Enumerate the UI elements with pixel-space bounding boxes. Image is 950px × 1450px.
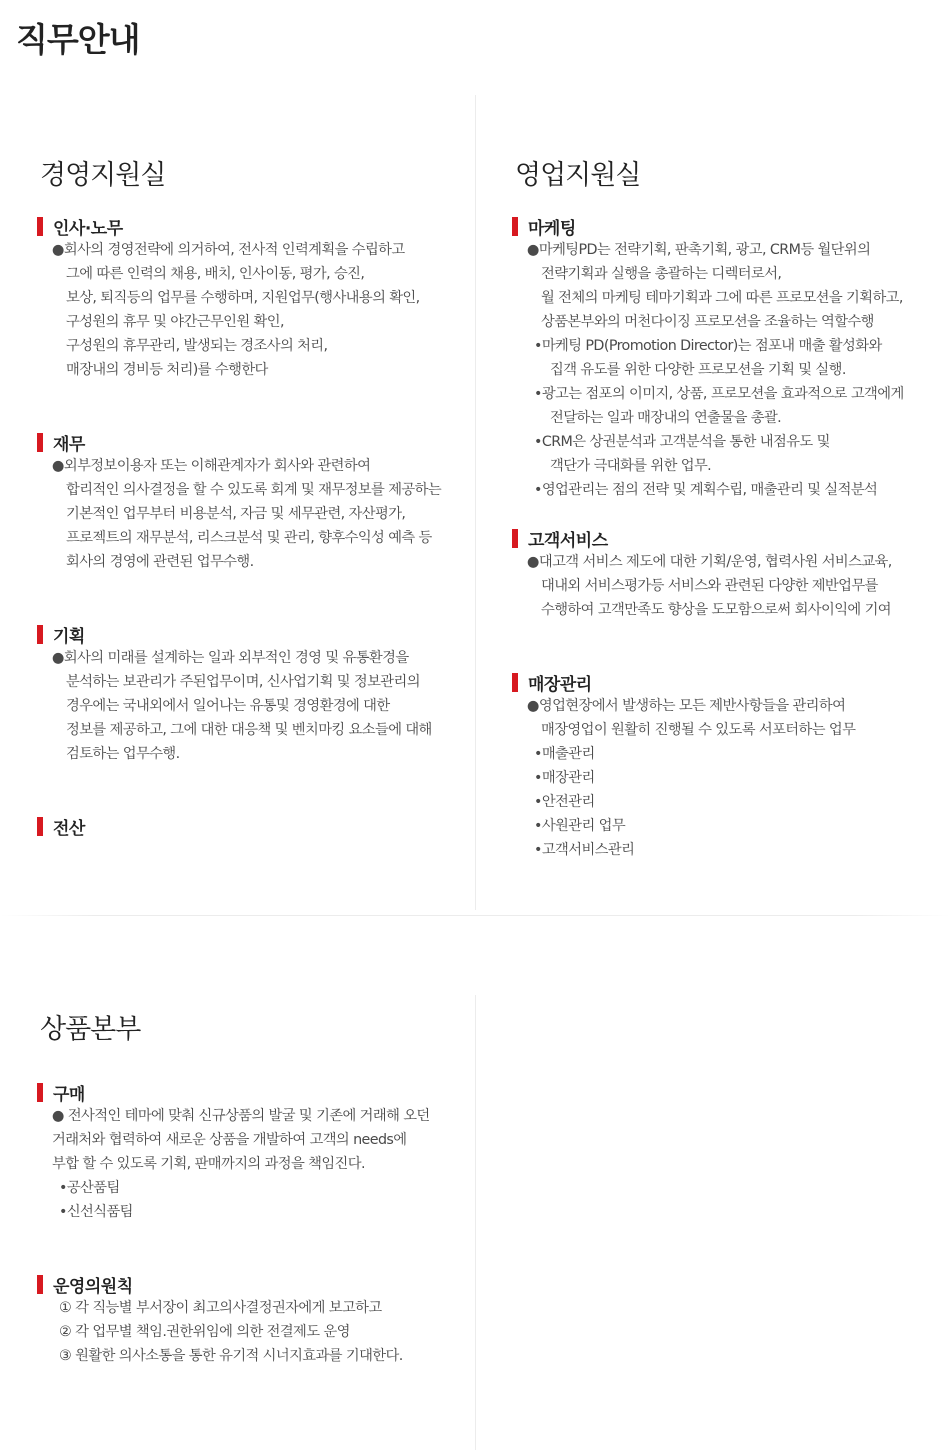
- numbered-line: ③ 원활한 의사소통을 통한 유기적 시너지효과를 기대한다.: [59, 1348, 403, 1364]
- text-line: 매장내의 경비등 처리)를 수행한다: [66, 362, 268, 378]
- section-purchasing: [37, 1080, 430, 1224]
- column-divider-bottom: [475, 995, 476, 1450]
- text-line: 객단가 극대화를 위한 업무.: [550, 458, 712, 474]
- dept-title: 경영지원실: [40, 160, 166, 191]
- section-lines: [512, 694, 855, 862]
- section-lines: [37, 1104, 430, 1224]
- row-divider: [0, 915, 950, 916]
- bullet-line: ● 전사적인 테마에 맞춰 신규상품의 발굴 및 기존에 거래해 오던: [52, 1108, 430, 1124]
- text-line: 분석하는 보관리가 주된업무이며, 신사업기획 및 정보관리의: [66, 674, 420, 690]
- text-line: 상품본부와의 머천다이징 프로모션을 조율하는 역할수행: [541, 314, 874, 330]
- section-marker: [512, 529, 518, 548]
- text-line: 수행하여 고객만족도 향상을 도모함으로써 회사이익에 기여: [541, 602, 891, 618]
- section-marker: [512, 673, 518, 692]
- section-title: 매장관리: [528, 674, 592, 695]
- section-marker: [37, 1083, 43, 1102]
- section-title: 고객서비스: [528, 530, 608, 551]
- page-title: 직무안내: [16, 20, 140, 59]
- dept-management: [37, 158, 442, 839]
- section-planning: [37, 622, 432, 766]
- section-lines: [512, 238, 904, 502]
- section-title: 전산: [53, 818, 85, 839]
- text-line: 구성원의 휴무관리, 발생되는 경조사의 처리,: [66, 338, 328, 354]
- column-divider-top: [475, 95, 476, 910]
- text-line: 거래처와 협력하여 새로운 상품을 개발하여 고객의 needs에: [52, 1132, 407, 1148]
- text-line: 프로젝트의 재무분석, 리스크분석 및 관리, 향후수익성 예측 등: [66, 530, 432, 546]
- text-line: 대내외 서비스평가등 서비스와 관련된 다양한 제반업무를: [541, 578, 878, 594]
- bullet-line: •신선식품팀: [59, 1204, 133, 1220]
- section-marker: [37, 217, 43, 236]
- bullet-line: ●회사의 미래를 설계하는 일과 외부적인 경영 및 유통환경을: [52, 650, 409, 666]
- text-line: 부합 할 수 있도록 기획, 판매까지의 과정을 책임진다.: [52, 1156, 365, 1172]
- section-lines: [512, 550, 892, 622]
- section-marketing: [512, 214, 904, 502]
- section-title: 기획: [53, 626, 85, 647]
- text-line: 집객 유도를 위한 다양한 프로모션을 기획 및 실행.: [550, 362, 846, 378]
- section-marker: [512, 217, 518, 236]
- section-title: 운영의원칙: [53, 1276, 133, 1297]
- text-line: 기본적인 업무부터 비용분석, 자금 및 세무관련, 자산평가,: [66, 506, 406, 522]
- bullet-line: ●대고객 서비스 제도에 대한 기획/운영, 협력사원 서비스교육,: [527, 554, 892, 570]
- bullet-line: •사원관리 업무: [534, 818, 626, 834]
- text-line: 매장영업이 원활히 진행될 수 있도록 서포터하는 업무: [541, 722, 856, 738]
- text-line: 구성원의 휴무 및 야간근무인원 확인,: [66, 314, 284, 330]
- section-lines: [37, 238, 420, 382]
- bullet-line: •매장관리: [534, 770, 595, 786]
- bullet-line: •공산품팀: [59, 1180, 120, 1196]
- bullet-line: •안전관리: [534, 794, 595, 810]
- dept-product: [37, 1012, 430, 1364]
- text-line: 경우에는 국내외에서 일어나는 유통및 경영환경에 대한: [66, 698, 390, 714]
- section-it: [37, 814, 85, 838]
- text-line: 정보를 제공하고, 그에 대한 대응책 및 벤치마킹 요소들에 대해: [66, 722, 432, 738]
- text-line: 월 전체의 마케팅 테마기획과 그에 따른 프로모션을 기획하고,: [541, 290, 903, 306]
- bullet-line: •고객서비스관리: [534, 842, 635, 858]
- section-marker: [37, 1275, 43, 1294]
- text-line: 합리적인 의사결정을 할 수 있도록 회계 및 재무정보를 제공하는: [66, 482, 442, 498]
- section-marker: [37, 625, 43, 644]
- section-marker: [37, 817, 43, 836]
- text-line: 그에 따른 인력의 채용, 배치, 인사이동, 평가, 승진,: [66, 266, 365, 282]
- section-lines: [37, 646, 432, 766]
- section-finance: [37, 430, 441, 574]
- section-title: 마케팅: [528, 218, 576, 239]
- section-title: 인사·노무: [53, 218, 123, 239]
- section-title: 재무: [53, 434, 85, 455]
- section-operating-principles: [37, 1272, 403, 1368]
- dept-title: 상품본부: [40, 1014, 141, 1045]
- section-hr: [37, 214, 420, 382]
- section-marker: [37, 433, 43, 452]
- bullet-line: •영업관리는 점의 전략 및 계획수립, 매출관리 및 실적분석: [534, 482, 878, 498]
- text-line: 전략기획과 실행을 총괄하는 디렉터로서,: [541, 266, 782, 282]
- section-store-management: [512, 670, 855, 862]
- dept-title: 영업지원실: [515, 160, 641, 191]
- bullet-line: •광고는 점포의 이미지, 상품, 프로모션을 효과적으로 고객에게: [534, 386, 904, 402]
- section-title: 구매: [53, 1084, 85, 1105]
- section-customer-service: [512, 526, 892, 622]
- section-lines: [37, 454, 441, 574]
- section-lines: [37, 1296, 403, 1368]
- bullet-line: •CRM은 상권분석과 고객분석을 통한 내점유도 및: [534, 434, 830, 450]
- bullet-line: ●영업현장에서 발생하는 모든 제반사항들을 관리하여: [527, 698, 846, 714]
- numbered-line: ② 각 업무별 책임.권한위임에 의한 전결제도 운영: [59, 1324, 350, 1340]
- text-line: 회사의 경영에 관련된 업무수행.: [66, 554, 254, 570]
- bullet-line: •마케팅 PD(Promotion Director)는 점포내 매출 활성화와: [534, 338, 882, 354]
- text-line: 보상, 퇴직등의 업무를 수행하며, 지원업무(행사내용의 확인,: [66, 290, 420, 306]
- bullet-line: ●마케팅PD는 전략기획, 판촉기획, 광고, CRM등 월단위의: [527, 242, 871, 258]
- numbered-line: ① 각 직능별 부서장이 최고의사결정권자에게 보고하고: [59, 1300, 382, 1316]
- bullet-line: •매출관리: [534, 746, 595, 762]
- dept-sales: [512, 158, 904, 858]
- text-line: 검토하는 업무수행.: [66, 746, 180, 762]
- bullet-line: ●외부정보이용자 또는 이해관계자가 회사와 관련하여: [52, 458, 371, 474]
- text-line: 전달하는 일과 매장내의 연출물을 총괄.: [550, 410, 782, 426]
- bullet-line: ●회사의 경영전략에 의거하여, 전사적 인력계획을 수립하고: [52, 242, 405, 258]
